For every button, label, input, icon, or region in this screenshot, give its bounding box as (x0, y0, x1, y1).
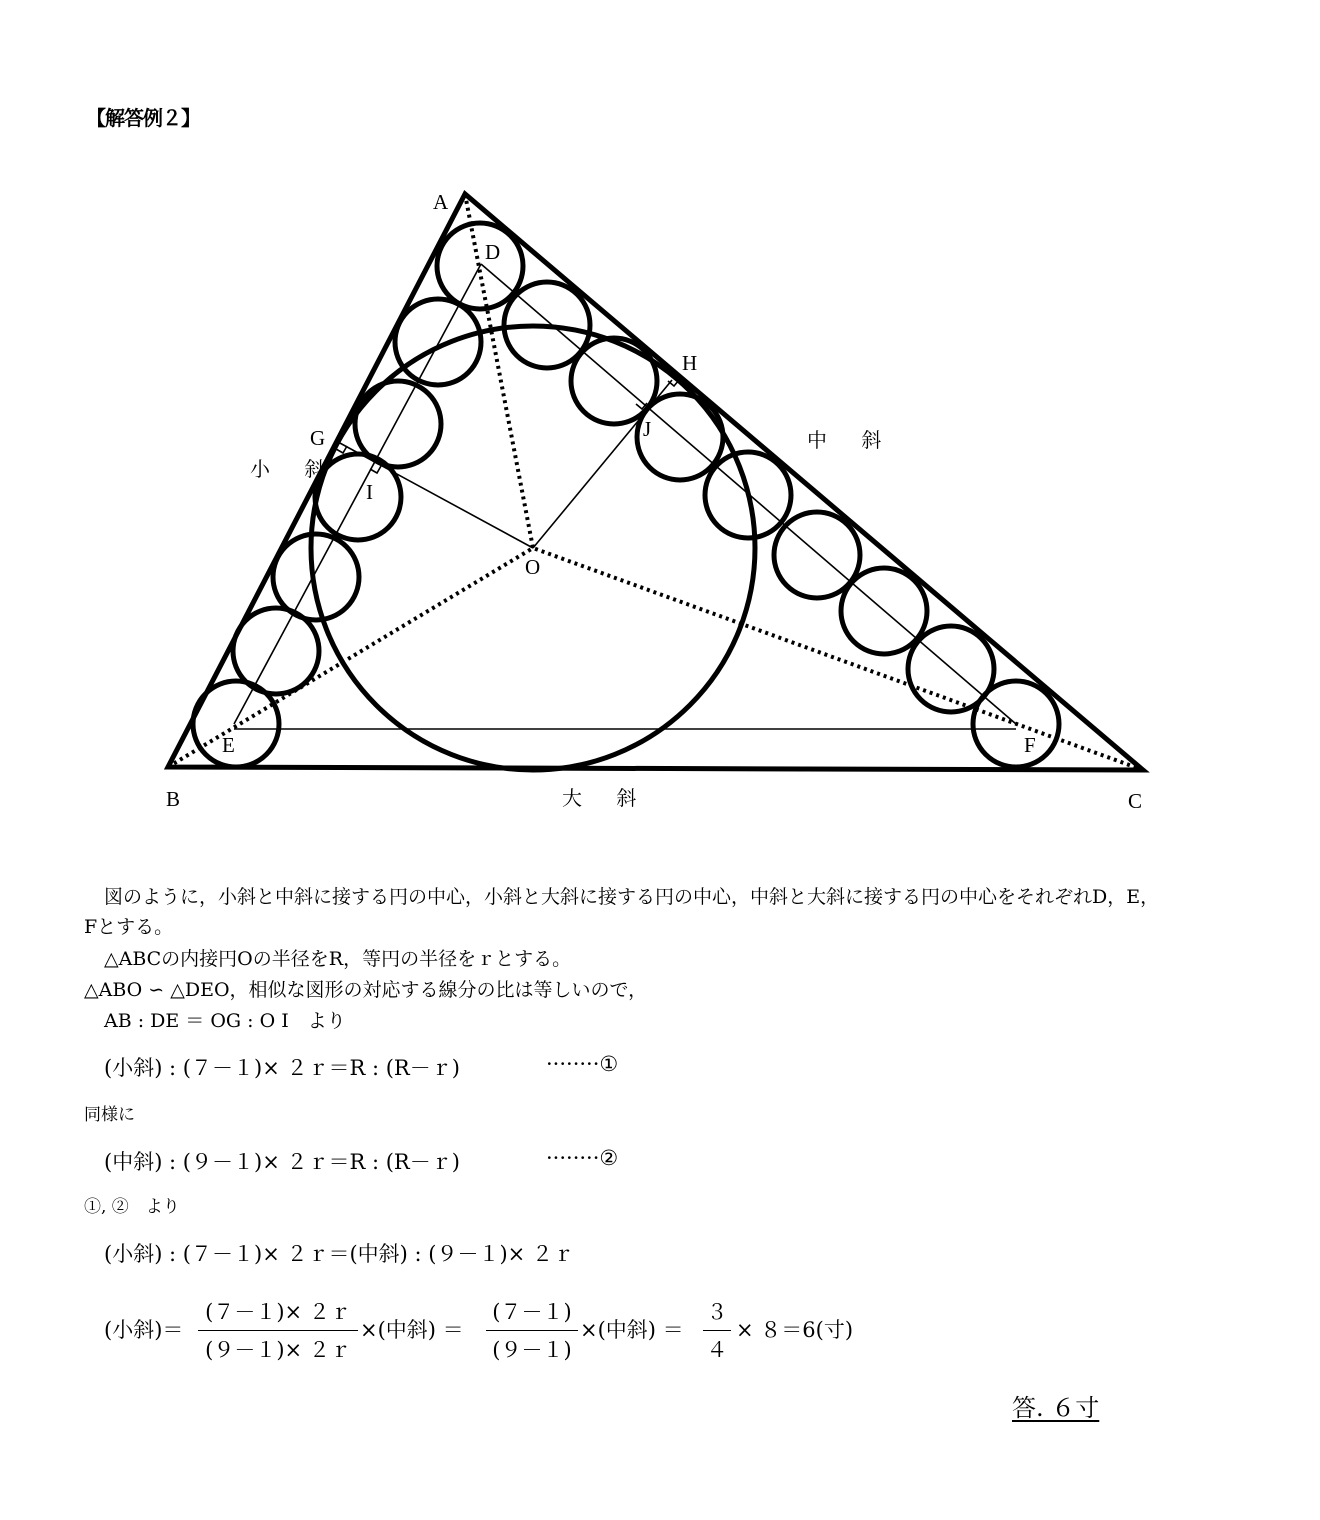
equation-4-mid-2: ×(中斜) ＝ (580, 1318, 684, 1342)
equation-1-mark: ········① (546, 1052, 619, 1076)
fraction-3-denominator: ４ (706, 1338, 728, 1362)
fraction-3-bar (703, 1330, 731, 1331)
fraction-2-bar (486, 1330, 578, 1331)
similarly-text: 同様に (84, 1105, 135, 1125)
dotted-CO (533, 548, 1143, 770)
equation-2: (中斜) : (９－１)× ２ｒ＝R : (R－ｒ) (104, 1150, 460, 1174)
label-H: H (682, 351, 698, 375)
equal-circle (395, 299, 481, 385)
equation-4-mid-1: ×(中斜) ＝ (360, 1318, 464, 1342)
label-large-side: 大 斜 (562, 786, 651, 810)
answer: 答. ６寸 (1012, 1394, 1100, 1422)
text-line-4: △ABO ∽ △DEO，相似な図形の対応する線分の比は等しいので， (84, 979, 648, 1001)
label-small-side: 小 斜 (250, 457, 339, 481)
equation-3: (小斜) : (７－１)× ２ｒ＝(中斜) : (９－１)× ２ｒ (104, 1242, 574, 1266)
circles (193, 223, 1059, 770)
text-line-2: Fとする。 (84, 916, 174, 938)
fraction-2-numerator: (７－１) (492, 1300, 572, 1324)
fraction-1-denominator: (９－１)× ２ｒ (205, 1338, 351, 1362)
text-line-3: △ABCの内接円Oの半径をR，等円の半径をｒとする。 (104, 948, 572, 970)
fraction-3-numerator: ３ (706, 1300, 728, 1324)
fraction-1-bar (198, 1330, 358, 1331)
text-line-1: 図のように，小斜と中斜に接する円の中心，小斜と大斜に接する円の中心，中斜と大斜に接する円の中心をそれぞれD，E， (104, 886, 1160, 908)
label-C: C (1128, 789, 1143, 813)
label-J: J (643, 417, 652, 441)
label-G: G (310, 426, 326, 450)
label-medium-side: 中 斜 (807, 428, 896, 452)
equation-1: (小斜) : (７－１)× ２ｒ＝R : (R－ｒ) (104, 1056, 460, 1080)
label-E: E (222, 733, 235, 757)
from-1-2-text: ①, ② より (84, 1197, 180, 1217)
label-B: B (166, 787, 181, 811)
equation-2-mark: ········② (546, 1146, 619, 1170)
page-title: 【解答例２】 (86, 106, 200, 130)
fraction-2-denominator: (９－１) (492, 1338, 572, 1362)
segment-DE (234, 264, 481, 724)
equation-4-lhs: (小斜)＝ (104, 1318, 184, 1342)
label-A: A (433, 190, 449, 214)
label-D: D (485, 240, 501, 264)
right-angle-marks (336, 380, 679, 473)
label-O: O (525, 555, 541, 579)
equation-4-end: × ８＝6(寸) (736, 1318, 854, 1342)
fraction-1-numerator: (７－１)× ２ｒ (205, 1300, 351, 1324)
label-I: I (366, 480, 373, 504)
text-line-5: AB : DE ＝ OG : O I より (104, 1010, 346, 1032)
label-F: F (1024, 733, 1036, 757)
